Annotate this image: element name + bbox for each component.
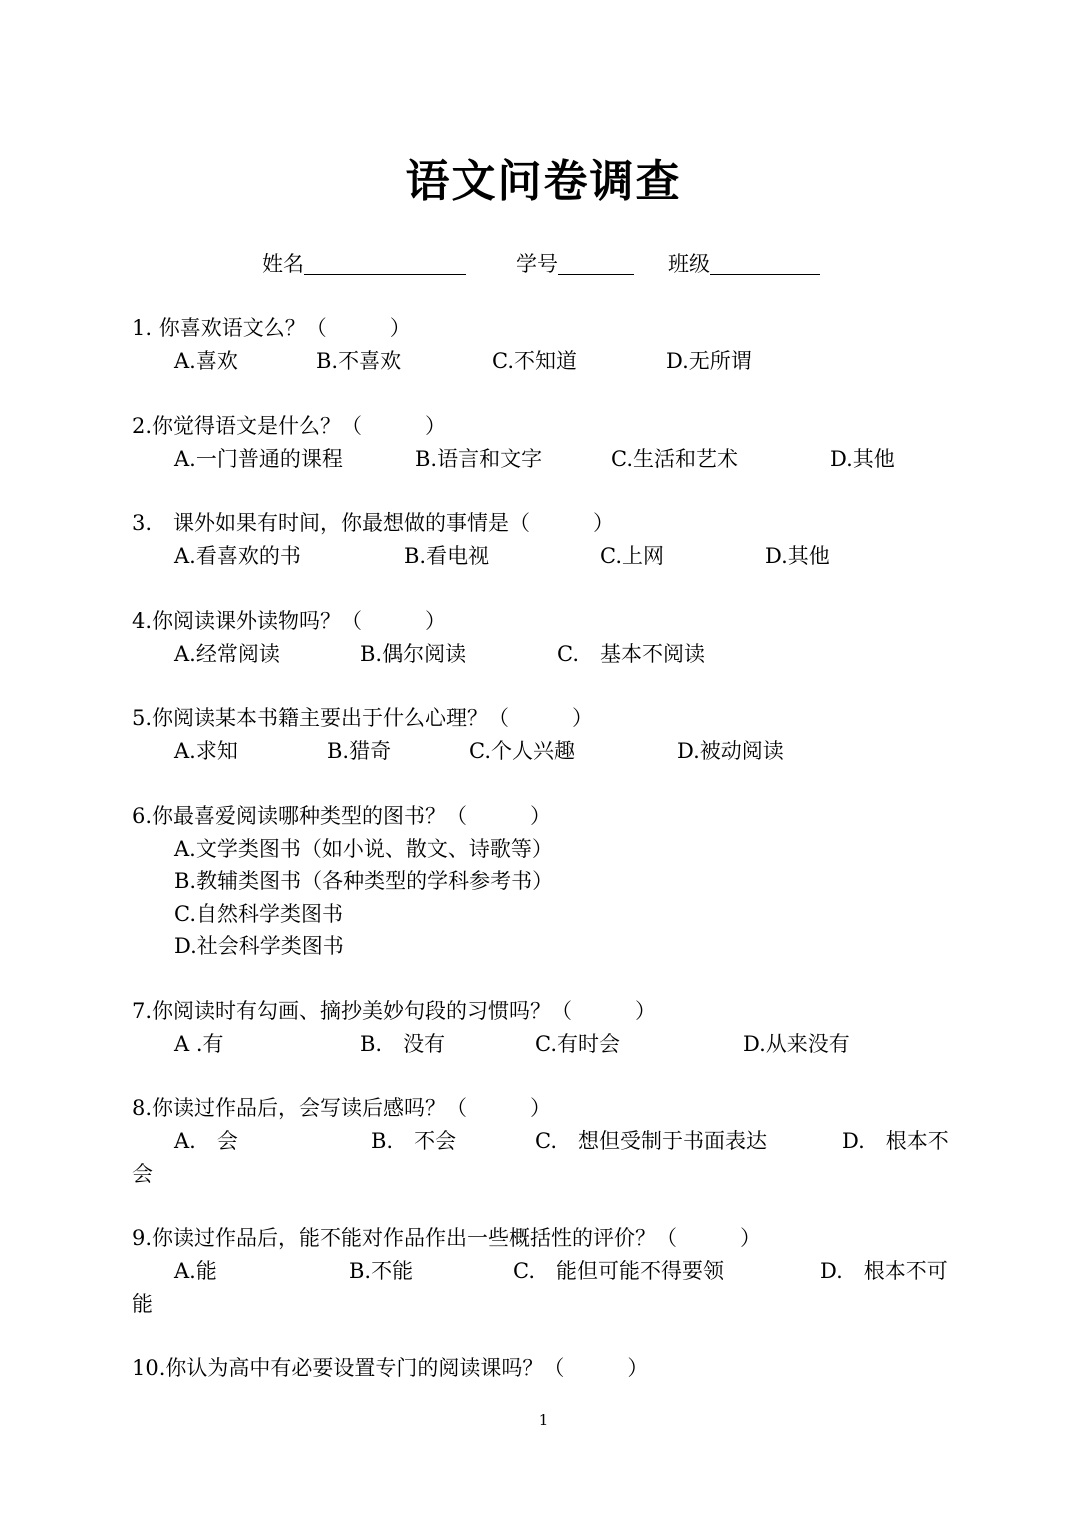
q7-option-b: B. 没有 bbox=[360, 1032, 446, 1056]
question-10: 10.你认为高中有必要设置专门的阅读课吗？（ ） bbox=[132, 1356, 649, 1380]
q7-option-c: C.有时会 bbox=[535, 1032, 620, 1056]
name-blank bbox=[304, 252, 466, 275]
q2-option-d: D.其他 bbox=[830, 447, 895, 471]
q5-option-a: A.求知 bbox=[174, 739, 238, 763]
student-id-label: 学号 bbox=[516, 252, 558, 276]
q4-option-b: B.偶尔阅读 bbox=[360, 642, 467, 666]
student-id-blank bbox=[558, 252, 634, 275]
q1-option-c: C.不知道 bbox=[492, 349, 577, 373]
q5-option-b: B.猎奇 bbox=[327, 739, 392, 763]
q1-option-b: B.不喜欢 bbox=[316, 349, 402, 373]
question-8: 8.你读过作品后，会写读后感吗？（ ） bbox=[132, 1096, 552, 1120]
class-label: 班级 bbox=[668, 252, 710, 276]
q7-option-a: A .有 bbox=[174, 1032, 224, 1056]
q2-option-c: C.生活和艺术 bbox=[611, 447, 738, 471]
q1-option-a: A.喜欢 bbox=[174, 349, 238, 373]
q5-option-d: D.被动阅读 bbox=[677, 739, 784, 763]
class-blank bbox=[710, 252, 820, 275]
question-7: 7.你阅读时有勾画、摘抄美妙句段的习惯吗？（ ） bbox=[132, 999, 657, 1023]
q3-option-c: C.上网 bbox=[600, 544, 664, 568]
q6-option-a: A.文学类图书（如小说、散文、诗歌等） bbox=[174, 837, 553, 861]
question-2: 2.你觉得语文是什么？（ ） bbox=[132, 414, 447, 438]
q4-option-a: A.经常阅读 bbox=[174, 642, 280, 666]
student-id-field bbox=[516, 252, 634, 275]
class-field bbox=[668, 252, 820, 275]
q6-option-d: D.社会科学类图书 bbox=[174, 934, 344, 958]
q3-option-b: B.看电视 bbox=[404, 544, 490, 568]
question-3: 3. 课外如果有时间，你最想做的事情是（ ） bbox=[132, 511, 615, 535]
q3-option-d: D.其他 bbox=[765, 544, 830, 568]
question-6: 6.你最喜爱阅读哪种类型的图书？（ ） bbox=[132, 804, 552, 828]
q8-option-b: B. 不会 bbox=[371, 1129, 457, 1153]
name-label: 姓名 bbox=[262, 252, 304, 276]
q8-option-c: C. 想但受制于书面表达 bbox=[535, 1129, 767, 1153]
q9-option-b: B.不能 bbox=[349, 1259, 414, 1283]
q5-option-c: C.个人兴趣 bbox=[469, 739, 575, 763]
page-number: 1 bbox=[538, 1411, 549, 1429]
document-title: 语文问卷调查 bbox=[405, 156, 682, 207]
q2-option-b: B.语言和文字 bbox=[415, 447, 543, 471]
q3-option-a: A.看喜欢的书 bbox=[174, 544, 301, 568]
q8-option-a: A. 会 bbox=[174, 1129, 238, 1153]
q8-option-d-wrap: 会 bbox=[132, 1162, 153, 1186]
q2-option-a: A.一门普通的课程 bbox=[174, 447, 343, 471]
question-5: 5.你阅读某本书籍主要出于什么心理？（ ） bbox=[132, 706, 594, 730]
q9-option-d-wrap: 能 bbox=[132, 1292, 153, 1316]
question-1: 1. 你喜欢语文么？（ ） bbox=[132, 316, 411, 340]
name-field bbox=[262, 252, 466, 275]
q9-option-d: D. 根本不可 bbox=[820, 1259, 948, 1283]
q6-option-b: B.教辅类图书（各种类型的学科参考书） bbox=[174, 869, 554, 893]
q7-option-d: D.从来没有 bbox=[743, 1032, 850, 1056]
q9-option-a: A.能 bbox=[174, 1259, 217, 1283]
question-4: 4.你阅读课外读物吗？（ ） bbox=[132, 609, 447, 633]
q4-option-c: C. 基本不阅读 bbox=[557, 642, 705, 666]
q9-option-c: C. 能但可能不得要领 bbox=[513, 1259, 724, 1283]
q1-option-d: D.无所谓 bbox=[666, 349, 752, 373]
q6-option-c: C.自然科学类图书 bbox=[174, 902, 343, 926]
question-9: 9.你读过作品后，能不能对作品作出一些概括性的评价？（ ） bbox=[132, 1226, 762, 1250]
q8-option-d: D. 根本不 bbox=[842, 1129, 949, 1153]
